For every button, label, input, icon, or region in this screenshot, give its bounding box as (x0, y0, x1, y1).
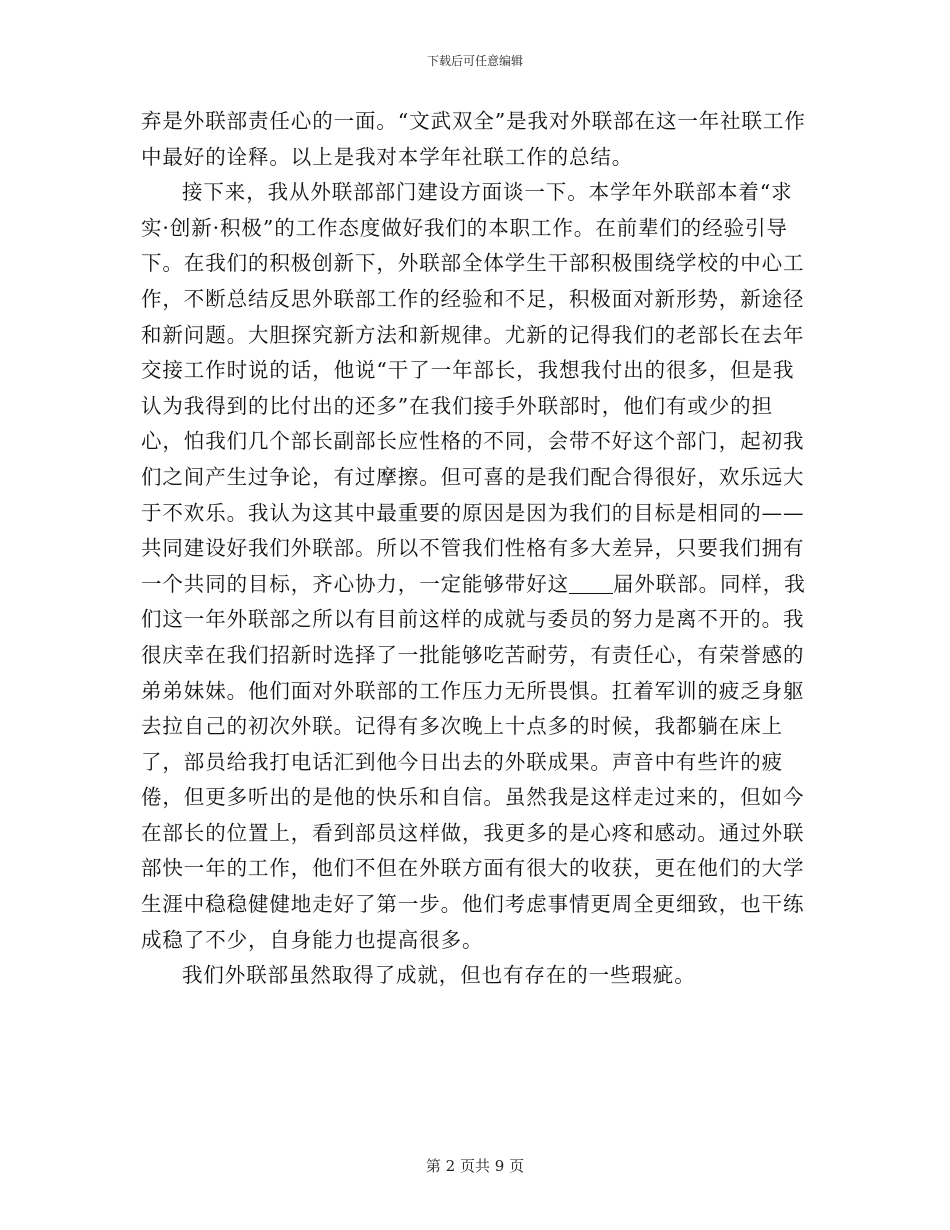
paragraph-2-part-2: 届外联部。同样，我们这一年外联部之所以有目前这样的成就与委员的努力是离不开的。我很庆幸在我们招新时选择了一批能够吃苦耐劳，有责任心，有荣誉感的弟弟妹妹。他们面对外联部的工作压力无所畏惧。扛着军训的疲乏身躯去拉自己的初次外联。记得有多次晚上十点多的时候，我都躺在床上了，部员给我打电话汇到他今日出去的外联成果。声音中有些许的疲倦，但更多听出的是他的快乐和自信。虽然我是这样走过来的，但如今在部长的位置上，看到部员这样做，我更多的是心疼和感动。通过外联部快一年的工作，他们不但在外联方面有很大的收获，更在他们的大学生涯中稳稳健健地走好了第一步。他们考虑事情更周全更细致，也干练成稳了不少，自身能力也提高很多。 (141, 571, 806, 952)
paragraph-3: 我们外联部虽然取得了成就，但也有存在的一些瑕疵。 (182, 963, 696, 988)
fill-in-blank (569, 572, 613, 594)
document-body (141, 104, 811, 994)
page-footer: 第 2 页共 9 页 (425, 1157, 525, 1175)
paragraph-2 (141, 175, 811, 958)
page-header: 下载后可任意编辑 (426, 54, 523, 68)
paragraph-2-part-1: 接下来，我从外联部部门建设方面谈一下。本学年外联部本着“求实·创新·积极”的工作态度做好我们的本职工作。在前辈们的经验引导下。在我们的积极创新下，外联部全体学生干部积极围绕学校的中心工作，不断总结反思外联部工作的经验和不足，积极面对新形势，新途径和新问题。大胆探究新方法和新规律。尤新的记得我们的老部长在去年交接工作时说的话，他说“干了一年部长，我想我付出的很多，但是我认为我得到的比付出的还多”在我们接手外联部时，他们有或少的担心，怕我们几个部长副部长应性格的不同，会带不好这个部门，起初我们之间产生过争论，有过摩擦。但可喜的是我们配合得很好，欢乐远大于不欢乐。我认为这其中最重要的原因是因为我们的目标是相同的——共同建设好我们外联部。所以不管我们性格有多大差异，只要我们拥有一个共同的目标，齐心协力，一定能够带好这 (141, 180, 805, 596)
paragraph-1: 弃是外联部责任心的一面。“文武双全”是我对外联部在这一年社联工作中最好的诠释。以上是我对本学年社联工作的总结。 (141, 109, 806, 169)
